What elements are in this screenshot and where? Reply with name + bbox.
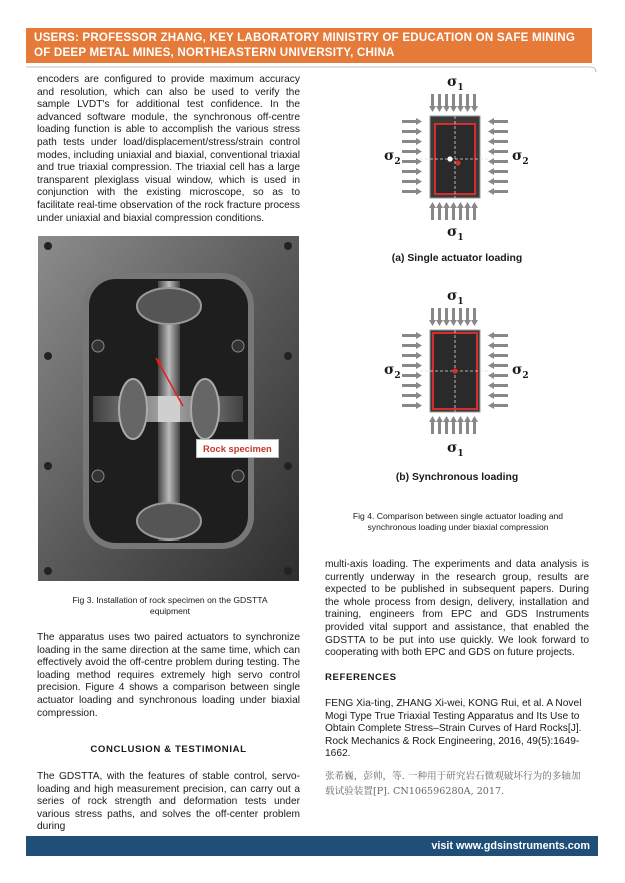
- sigma2-right-a: $\sigma_2$: [512, 148, 529, 167]
- sigma1-top-b: $\sigma_1$: [447, 288, 464, 307]
- references-heading: REFERENCES: [325, 672, 397, 683]
- paragraph-2: The apparatus uses two paired actuators to synchronize loading in the same direction at the same time, which can effectively avoid the off-centre problem during testing. The loading method requires extremely high servo control precision. Figure 4 shows a comparison between single actuator loading and synchronous loading under biaxial compression.: [37, 632, 300, 719]
- diagram-a-caption: (a) Single actuator loading: [391, 253, 523, 264]
- fig4-caption: Fig 4. Comparison between single actuator loading and synchronous loading under biaxial compression: [352, 511, 564, 532]
- paragraph-1: encoders are configured to provide maximum accuracy and resolution, which can also be used to verify the sample LVDT's for additional test confidence. In the advanced software module, the synchronous off-centre loading function is able to accomplish the various stress path tests under load/displacement/stress/strain control modes, including uniaxial and biaxial, conventional triaxial and true triaxial compression. The triaxial cell has a large transparent plexiglass visual window, which is used in conjunction with the existing microscope, so as to facilitate real-time observation of the rock fracture process under uniaxial and biaxial compression conditions.: [37, 74, 300, 224]
- rock-specimen-photo: [38, 236, 299, 581]
- top-arrows: [429, 94, 478, 112]
- apparatus-paragraph: [37, 632, 300, 720]
- sigma2-left-a: $\sigma_2$: [384, 148, 401, 167]
- page-header: USERS: PROFESSOR ZHANG, KEY LABORATORY MINISTRY OF EDUCATION ON SAFE MINING OF DEEP METAL MINES, NORTHEASTERN UNIVERSITY, CHINA: [26, 28, 592, 63]
- sigma1-top-a: $\sigma_1$: [447, 74, 464, 93]
- bottom-arrows: [429, 202, 478, 220]
- fig3-caption: Fig 3. Installation of rock specimen on the GDSTTA equipment: [72, 595, 268, 616]
- header-rule: [0, 66, 625, 72]
- bottom-arrows-b: [429, 416, 478, 434]
- right-arrows: [488, 118, 508, 195]
- apparatus-illustration: [38, 236, 299, 581]
- conclusion-paragraph: [37, 771, 300, 834]
- diagram-b-caption: (b) Synchronous loading: [395, 472, 519, 483]
- results-paragraph: [325, 559, 589, 660]
- conclusion-heading: CONCLUSION & TESTIMONIAL: [90, 744, 247, 755]
- reference-2: 张希巍，彭帅，等. 一种用于研究岩石微观破坏行为的多轴加载试验装置[P]. CN106596280A, 2017.: [325, 771, 581, 797]
- intro-paragraph: [37, 74, 300, 225]
- single-actuator-diagram: [400, 92, 510, 222]
- sigma1-bottom-b: $\sigma_1$: [447, 440, 464, 459]
- sigma2-right-b: $\sigma_2$: [512, 362, 529, 381]
- paragraph-4: multi-axis loading. The experiments and data analysis is currently underway in the research group, results are expected to be published in subsequent papers. During the whole process from design, delivery, installation and training, engineers from EPC and GDS Instruments provided vital support and assistance, that enabled the GDSTTA to be put into use quickly. We look forward to cooperating with both EPC and GDS on future projects.: [325, 559, 589, 659]
- reference-1: FENG Xia-ting, ZHANG Xi-wei, KONG Rui, et al. A Novel Mogi Type True Triaxial Testing Apparatus and Its Use to Obtain Complete Stress–Strain Curves of Hard Rocks[J]. Rock Mechanics & Rock Engineering, 2016, 49(5):1649-1662.: [325, 698, 582, 760]
- rock-specimen-label: Rock specimen: [196, 439, 279, 458]
- left-arrows-b: [402, 332, 422, 409]
- top-arrows-b: [429, 308, 478, 326]
- paragraph-3: The GDSTTA, with the features of stable control, servo-loading and high measurement precision, can carry out a series of rock strength and deformation tests under various stress paths, and solves the off-center problem during: [37, 771, 300, 833]
- left-arrows: [402, 118, 422, 195]
- sigma1-bottom-a: $\sigma_1$: [447, 224, 464, 243]
- right-arrows-b: [488, 332, 508, 409]
- synchronous-diagram: [400, 306, 510, 436]
- sigma2-left-b: $\sigma_2$: [384, 362, 401, 381]
- footer-link[interactable]: visit www.gdsinstruments.com: [26, 836, 598, 856]
